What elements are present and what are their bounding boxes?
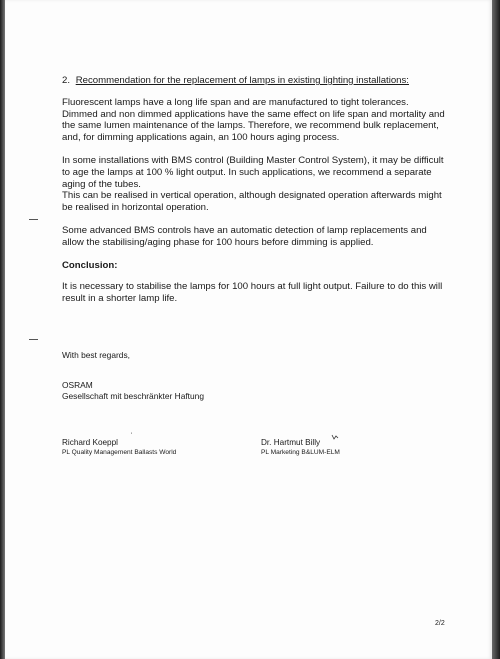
scan-right-edge [492, 0, 500, 659]
conclusion-text: It is necessary to stabilise the lamps for 100 hours at full light output. Failure to do this will result in a shorter lamp life. [62, 281, 443, 305]
company-name: OSRAM [62, 380, 93, 390]
section-number: 2. [62, 75, 71, 86]
signatory-name: Richard Koeppl [62, 438, 118, 447]
signature-mark-right [331, 434, 339, 440]
signature-mark-left: ' [131, 433, 133, 439]
section-title: Recommendation for the replacement of lamps in existing lighting installations: [75, 75, 409, 86]
signatory-name: Dr. Hartmut Billy [261, 438, 321, 447]
signatory-title: PL Quality Management Ballasts World [62, 449, 177, 456]
conclusion-heading: Conclusion: [62, 259, 118, 271]
paragraph-advanced-bms: Some advanced BMS controls have an automatic detection of lamp replacements and allow the stabilising/aging phase for 100 hours before dimming is applied. [62, 224, 427, 248]
section-heading [62, 75, 447, 87]
page-number: 2/2 [435, 620, 445, 627]
fold-mark-bottom [29, 339, 38, 340]
company-block [62, 380, 204, 401]
signatory-left [62, 438, 176, 457]
paragraph-bms-control: In some installations with BMS control (Building Master Control System), it may be difficult to age the lamps at 100 % light output. In such applications, we recommend a separate aging of the tubes. [62, 154, 444, 190]
paragraph-vertical-operation: This can be realised in vertical operation, although designated operation afterwards might be realised in horizontal operation. [62, 190, 442, 214]
company-legal-form: Gesellschaft mit beschränkter Haftung [62, 390, 204, 401]
letter-body [62, 75, 447, 316]
paragraph-lifespan: Fluorescent lamps have a long life span and are manufactured to tight tolerances. Dimmed and non dimmed applications have the same effect on life span and mortality and the same lumen maintenance of the lamps. Therefore, we recommend bulk replacement, and, for dimming applications again, an 100 hours aging process. [62, 96, 445, 144]
signatory-title: PL Marketing B&LUM-ELM [261, 449, 340, 456]
closing-line: With best regards, [62, 350, 130, 360]
signatory-right [261, 438, 340, 457]
fold-mark-top [29, 219, 38, 220]
